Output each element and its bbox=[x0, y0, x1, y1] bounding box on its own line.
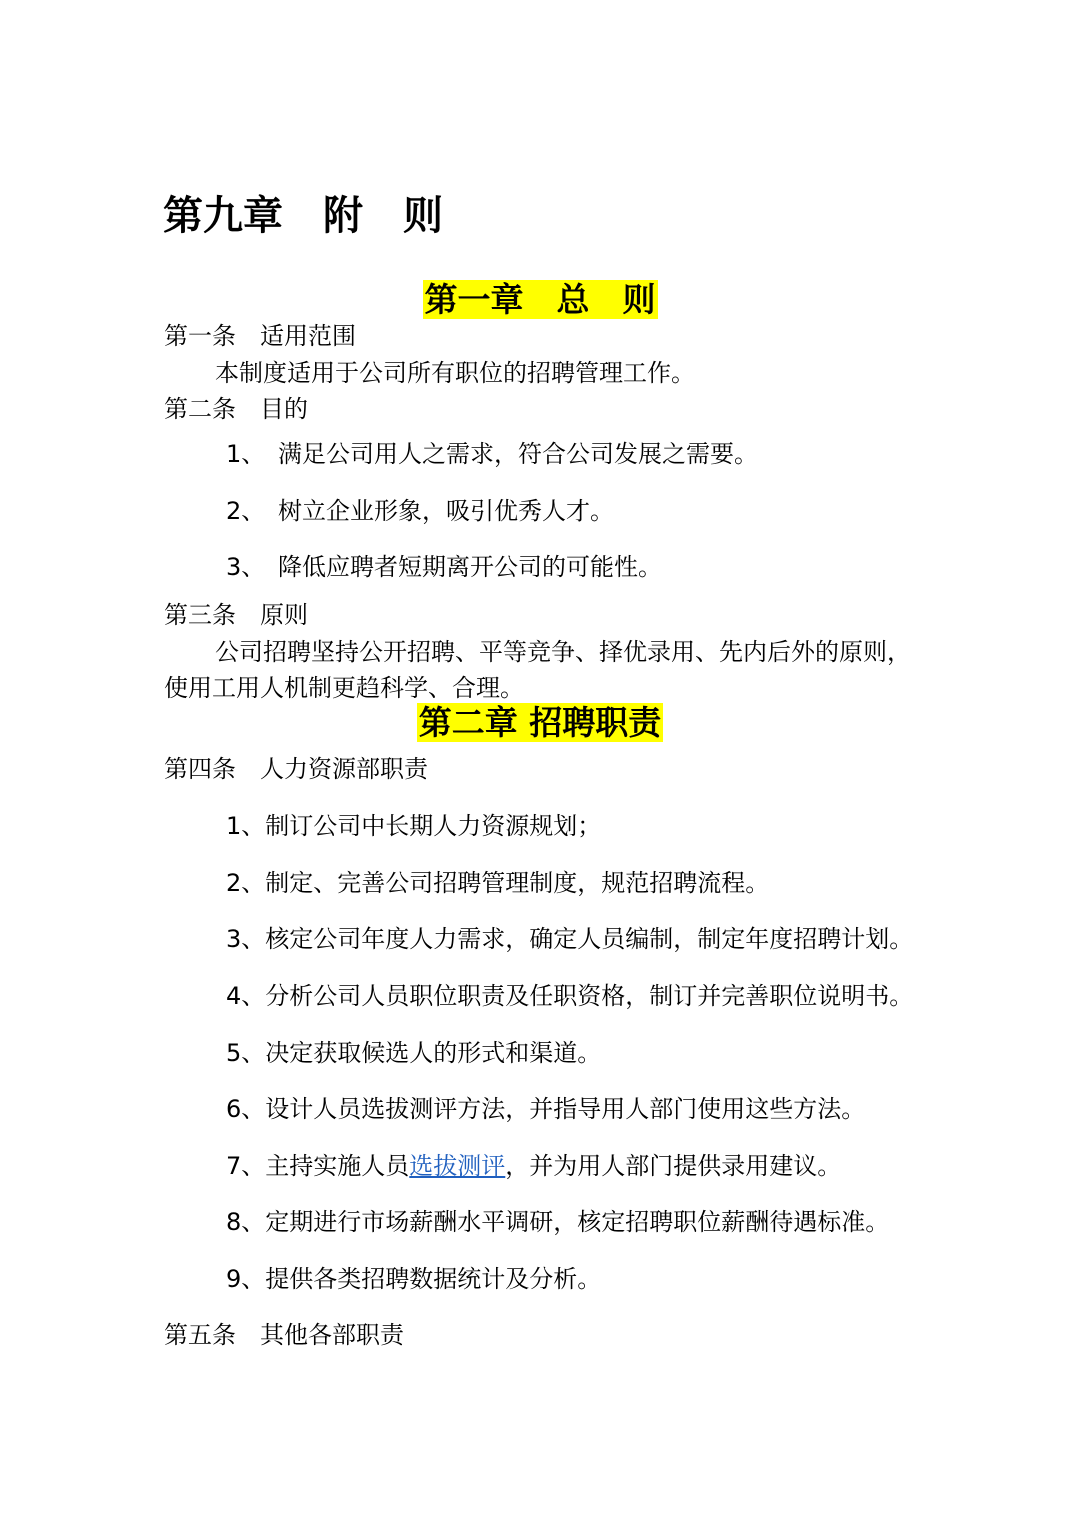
article-3-heading: 第三条 原则 bbox=[164, 601, 308, 629]
list-item bbox=[226, 494, 614, 528]
chapter-2-heading bbox=[0, 703, 1080, 743]
chapter-2-title: 第二章 招聘职责 bbox=[418, 703, 662, 742]
prev-chapter-title: 第九章 附 则 bbox=[163, 193, 443, 239]
list-item: 3、核定公司年度人力需求，确定人员编制，制定年度招聘计划。 bbox=[226, 925, 914, 953]
article-1-body: 本制度适用于公司所有职位的招聘管理工作。 bbox=[215, 359, 695, 387]
article-5-heading: 第五条 其他各部职责 bbox=[164, 1321, 404, 1349]
list-item: 6、设计人员选拔测评方法，并指导用人部门使用这些方法。 bbox=[226, 1095, 866, 1123]
list-item-text: 降低应聘者短期离开公司的可能性。 bbox=[278, 553, 662, 581]
list-item-text: 树立企业形象，吸引优秀人才。 bbox=[278, 497, 614, 525]
assessment-link[interactable]: 选拔测评 bbox=[409, 1152, 506, 1180]
list-item: 5、决定获取候选人的形式和渠道。 bbox=[226, 1039, 602, 1067]
list-item: 2、制定、完善公司招聘管理制度，规范招聘流程。 bbox=[226, 869, 770, 897]
list-item-number: 2、 bbox=[226, 497, 266, 525]
list-item-text: 满足公司用人之需求，符合公司发展之需要。 bbox=[278, 440, 758, 468]
list-item-number: 1、 bbox=[226, 440, 266, 468]
list-item: 4、分析公司人员职位职责及任职资格，制订并完善职位说明书。 bbox=[226, 982, 914, 1010]
article-4-heading: 第四条 人力资源部职责 bbox=[164, 755, 428, 783]
list-item bbox=[226, 550, 662, 584]
chapter-1-title: 第一章 总 则 bbox=[424, 280, 656, 319]
list-item-text: 7、主持实施人员 bbox=[226, 1152, 410, 1180]
list-item: 1、制订公司中长期人力资源规划； bbox=[226, 812, 602, 840]
article-3-body-line-1: 公司招聘坚持公开招聘、平等竞争、择优录用、先内后外的原则， bbox=[215, 638, 911, 666]
list-item bbox=[226, 1149, 841, 1183]
list-item: 8、定期进行市场薪酬水平调研，核定招聘职位薪酬待遇标准。 bbox=[226, 1208, 890, 1236]
article-3-body-line-2: 使用工用人机制更趋科学、合理。 bbox=[164, 674, 524, 702]
list-item: 9、提供各类招聘数据统计及分析。 bbox=[226, 1265, 602, 1293]
article-1-heading: 第一条 适用范围 bbox=[164, 322, 356, 350]
list-item-text-tail: ，并为用人部门提供录用建议。 bbox=[505, 1152, 842, 1180]
chapter-1-heading bbox=[0, 280, 1080, 320]
list-item bbox=[226, 437, 758, 471]
article-2-heading: 第二条 目的 bbox=[164, 395, 308, 423]
list-item-number: 3、 bbox=[226, 553, 266, 581]
